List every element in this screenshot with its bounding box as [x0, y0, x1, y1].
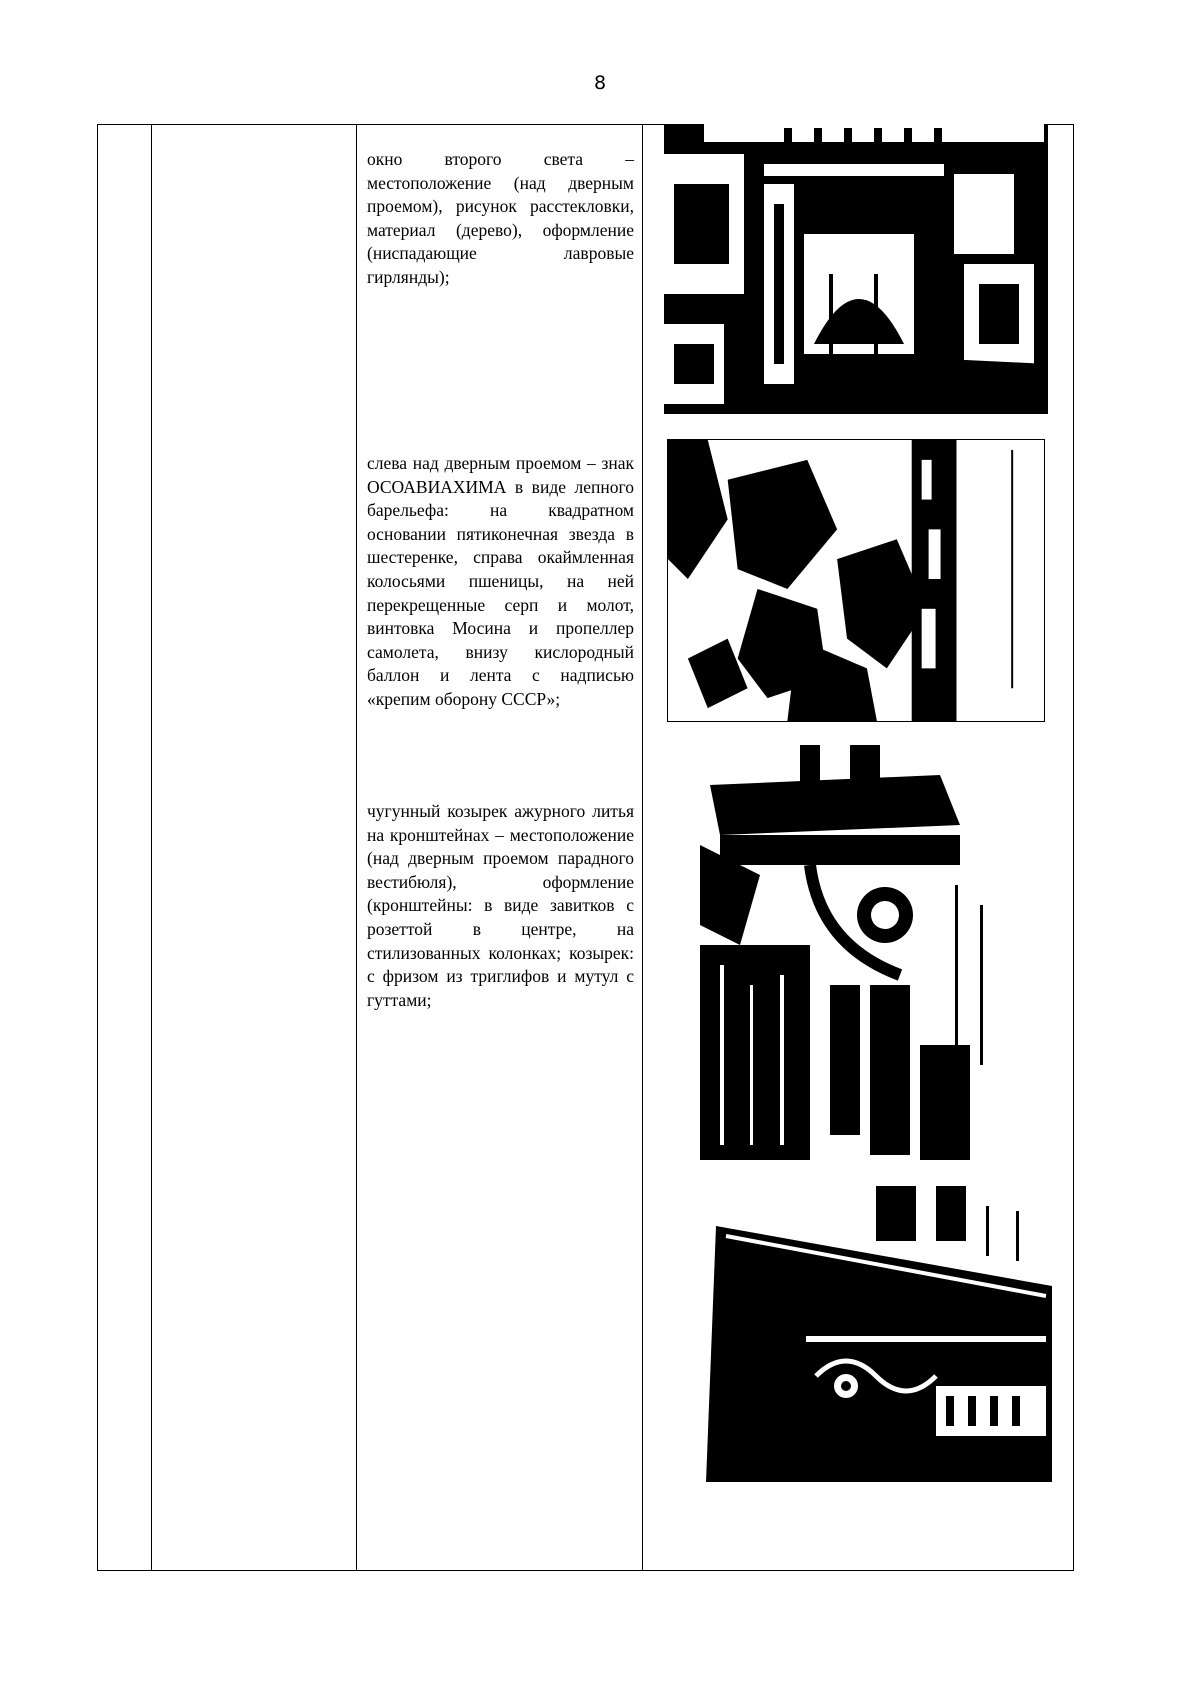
entry-window-description: окно второго света – местоположение (над дверным проемом), рисунок расстекловки, материал (дерево), оформление (ниспадающие лавровые гирлянды);	[367, 149, 634, 287]
photo-osoaviakhim-emblem	[667, 439, 1045, 722]
entry-osoaviakhim-description: слева над дверным проемом – знак ОСОАВИАХИМА в виде лепного барельефа: на квадратном основании пятиконечная звезда в шестеренке, справа окаймленная колосьями пшеницы, на ней перекрещенные серп и молот, винтовка Мосина и пропеллер самолета, внизу кислородный баллон и лента с надписью «крепим оборону СССР»;	[367, 453, 634, 709]
column-divider-3	[642, 125, 643, 1570]
page-number: 8	[593, 72, 607, 94]
photo-canopy-front	[700, 745, 1014, 1160]
entry-canopy-description: чугунный козырек ажурного литья на кронштейнах – местоположение (над дверным проемом парадного вестибюля), оформление (кронштейны: в виде завитков с розеттой в центре, на стилизованных колонках; козырек: с фризом из триглифов и мутул с гуттами;	[367, 801, 634, 1010]
column-divider-2	[356, 125, 357, 1570]
column-divider-1	[151, 125, 152, 1570]
photo-transom-window	[664, 124, 1048, 414]
photo-canopy-underside	[706, 1186, 1052, 1482]
